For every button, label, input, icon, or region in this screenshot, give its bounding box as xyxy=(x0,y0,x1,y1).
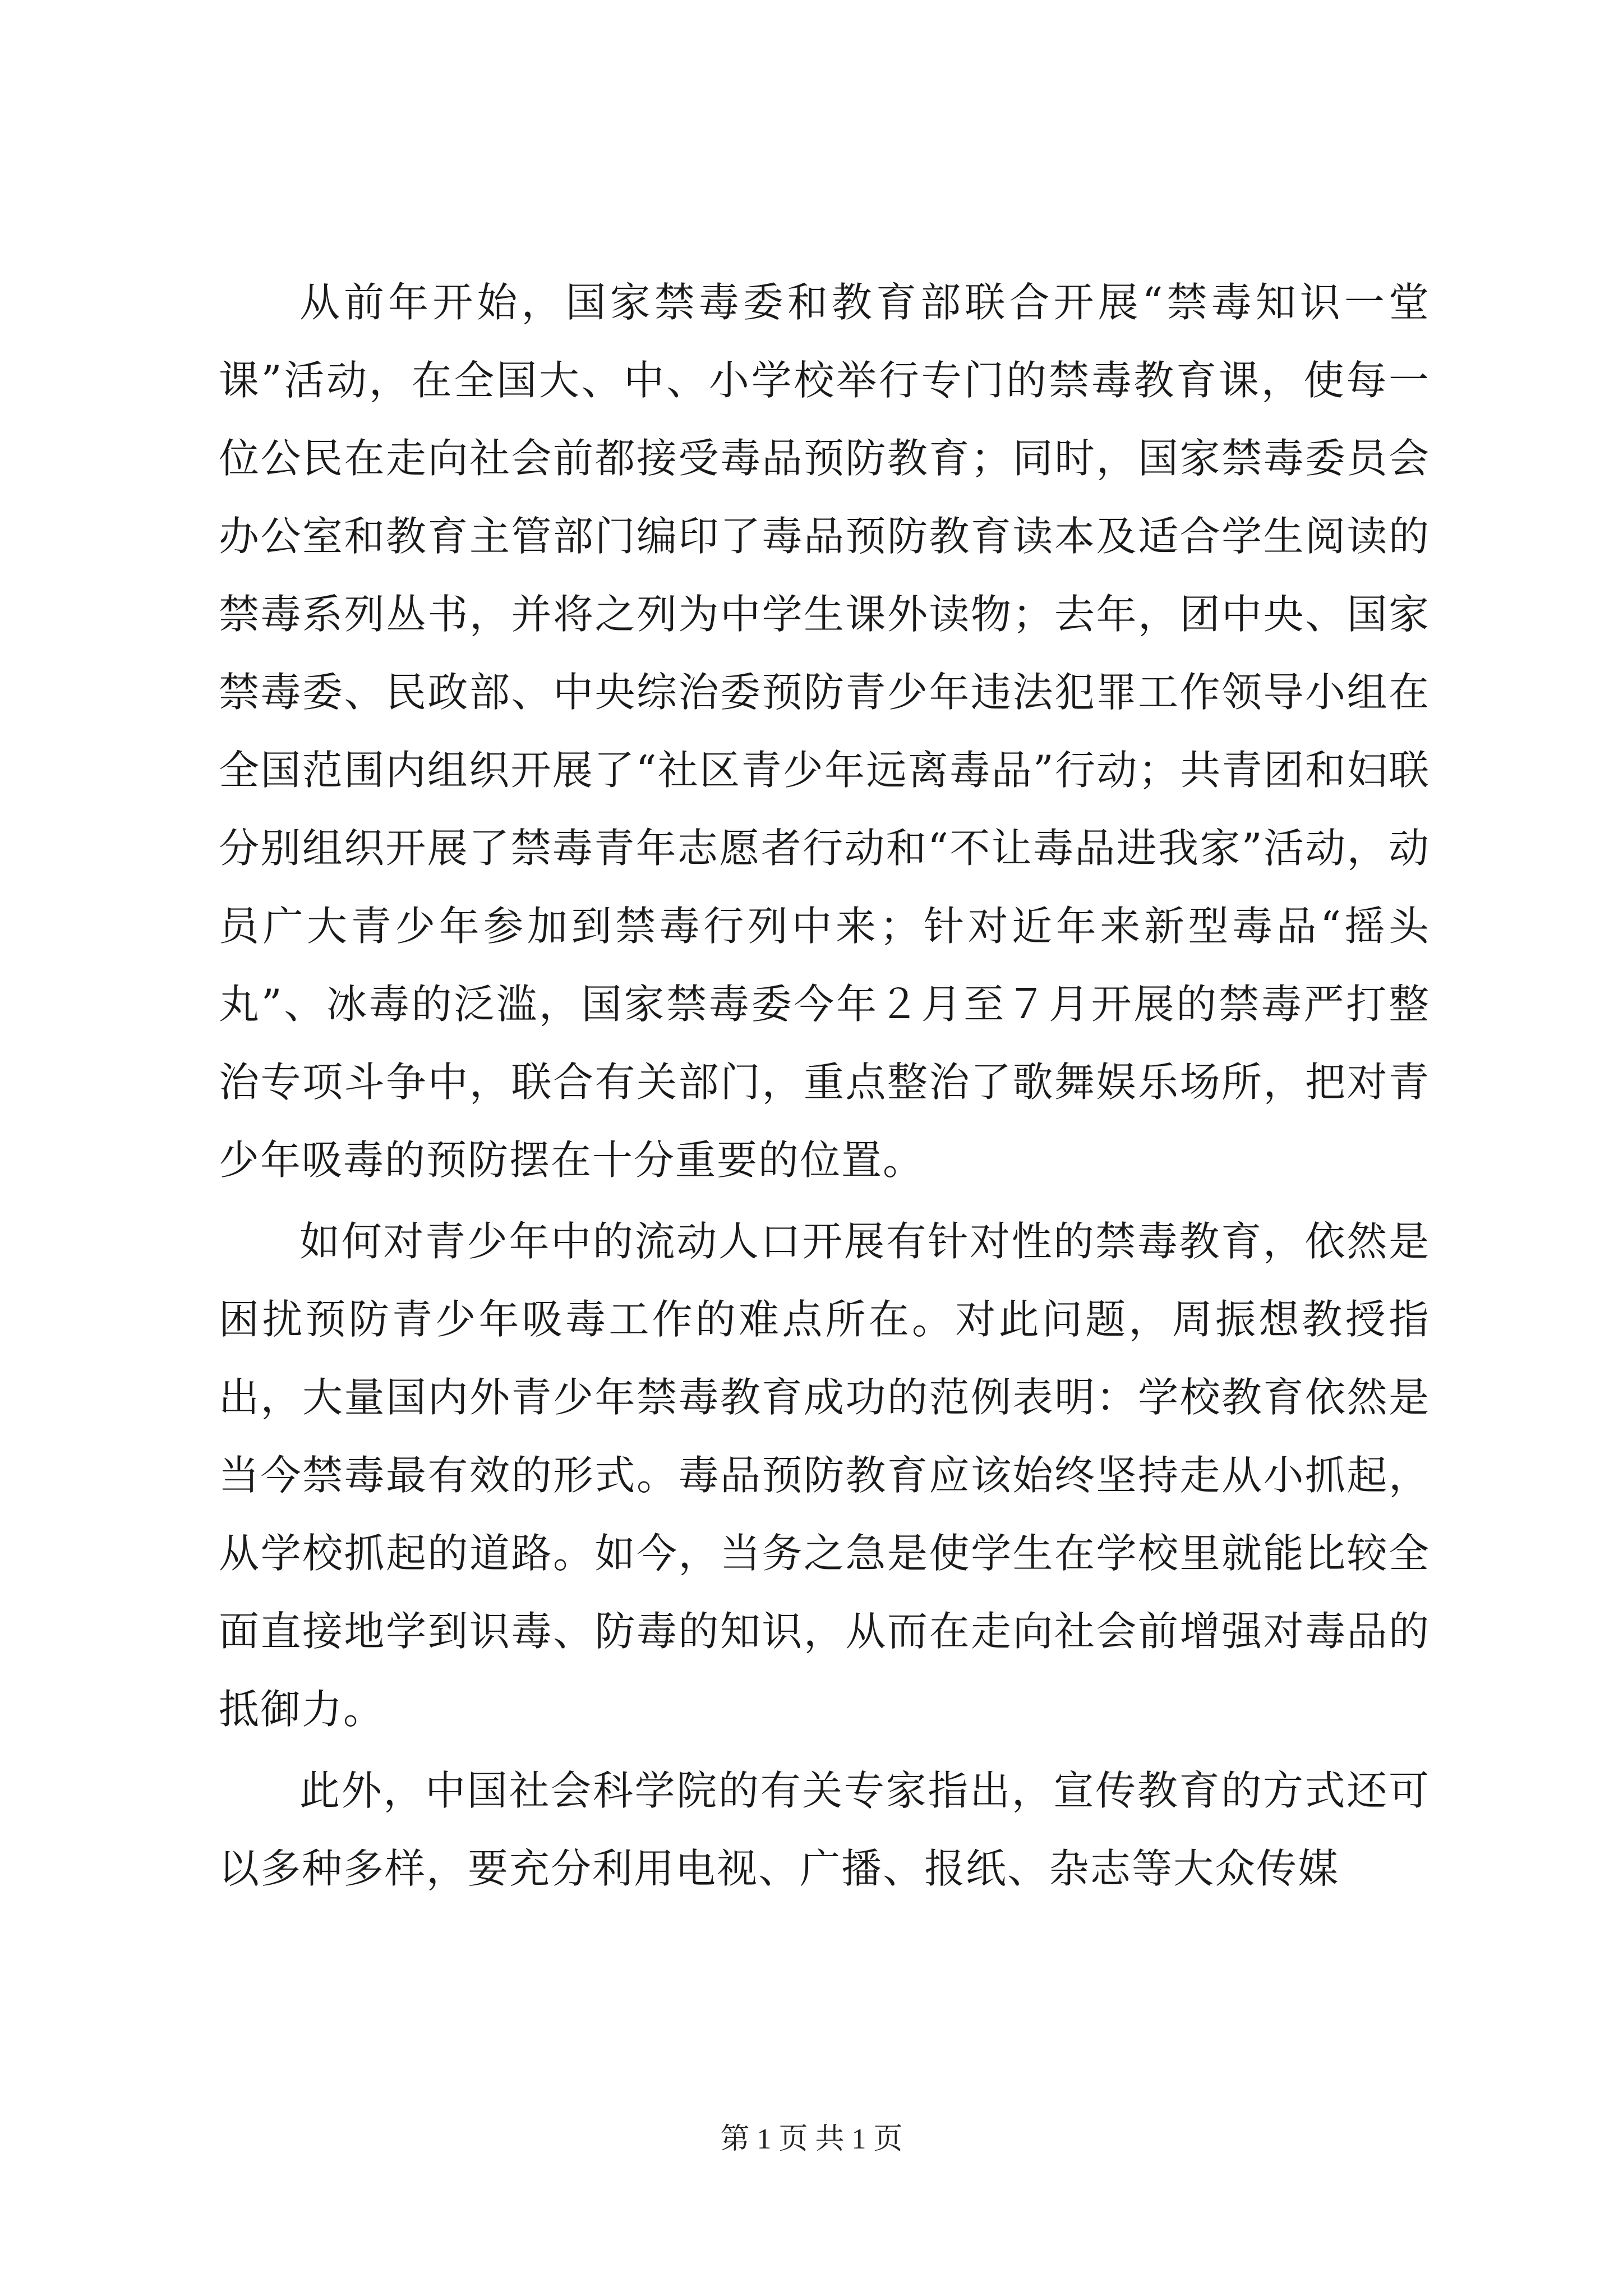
page-footer: 第 1 页 共 1 页 xyxy=(720,2123,903,2155)
paragraph-1: 从前年开始，国家禁毒委和教育部联合开展“禁毒知识一堂课”活动，在全国大、中、小学校举行专门的禁毒教育课，使每一位公民在走向社会前都接受毒品预防教育；同时，国家禁毒委员会办公室和教育主管部门编印了毒品预防教育读本及适合学生阅读的禁毒系列丛书，并将之列为中学生课外读物；去年，团中央、国家禁毒委、民政部、中央综治委预防青少年违法犯罪工作领导小组在全国范围内组织开展了“社区青少年远离毒品”行动；共青团和妇联分别组织开展了禁毒青年志愿者行动和“不让毒品进我家”活动，动员广大青少年参加到禁毒行列中来；针对近年来新型毒品“摇头丸”、冰毒的泛滥，国家禁毒委今年２月至７月开展的禁毒严打整治专项斗争中，联合有关部门，重点整治了歌舞娱乐场所，把对青少年吸毒的预防摆在十分重要的位置。 xyxy=(219,279,1430,1184)
document-body xyxy=(219,264,1430,1908)
paragraph-2: 如何对青少年中的流动人口开展有针对性的禁毒教育，依然是困扰预防青少年吸毒工作的难点所在。对此问题，周振想教授指出，大量国内外青少年禁毒教育成功的范例表明：学校教育依然是当今禁毒最有效的形式。毒品预防教育应该始终坚持走从小抓起，从学校抓起的道路。如今，当务之急是使学生在学校里就能比较全面直接地学到识毒、防毒的知识，从而在走向社会前增强对毒品的抵御力。 xyxy=(219,1218,1430,1733)
paragraph-3: 此外，中国社会科学院的有关专家指出，宣传教育的方式还可以多种多样，要充分利用电视、广播、报纸、杂志等大众传媒 xyxy=(219,1767,1430,1892)
